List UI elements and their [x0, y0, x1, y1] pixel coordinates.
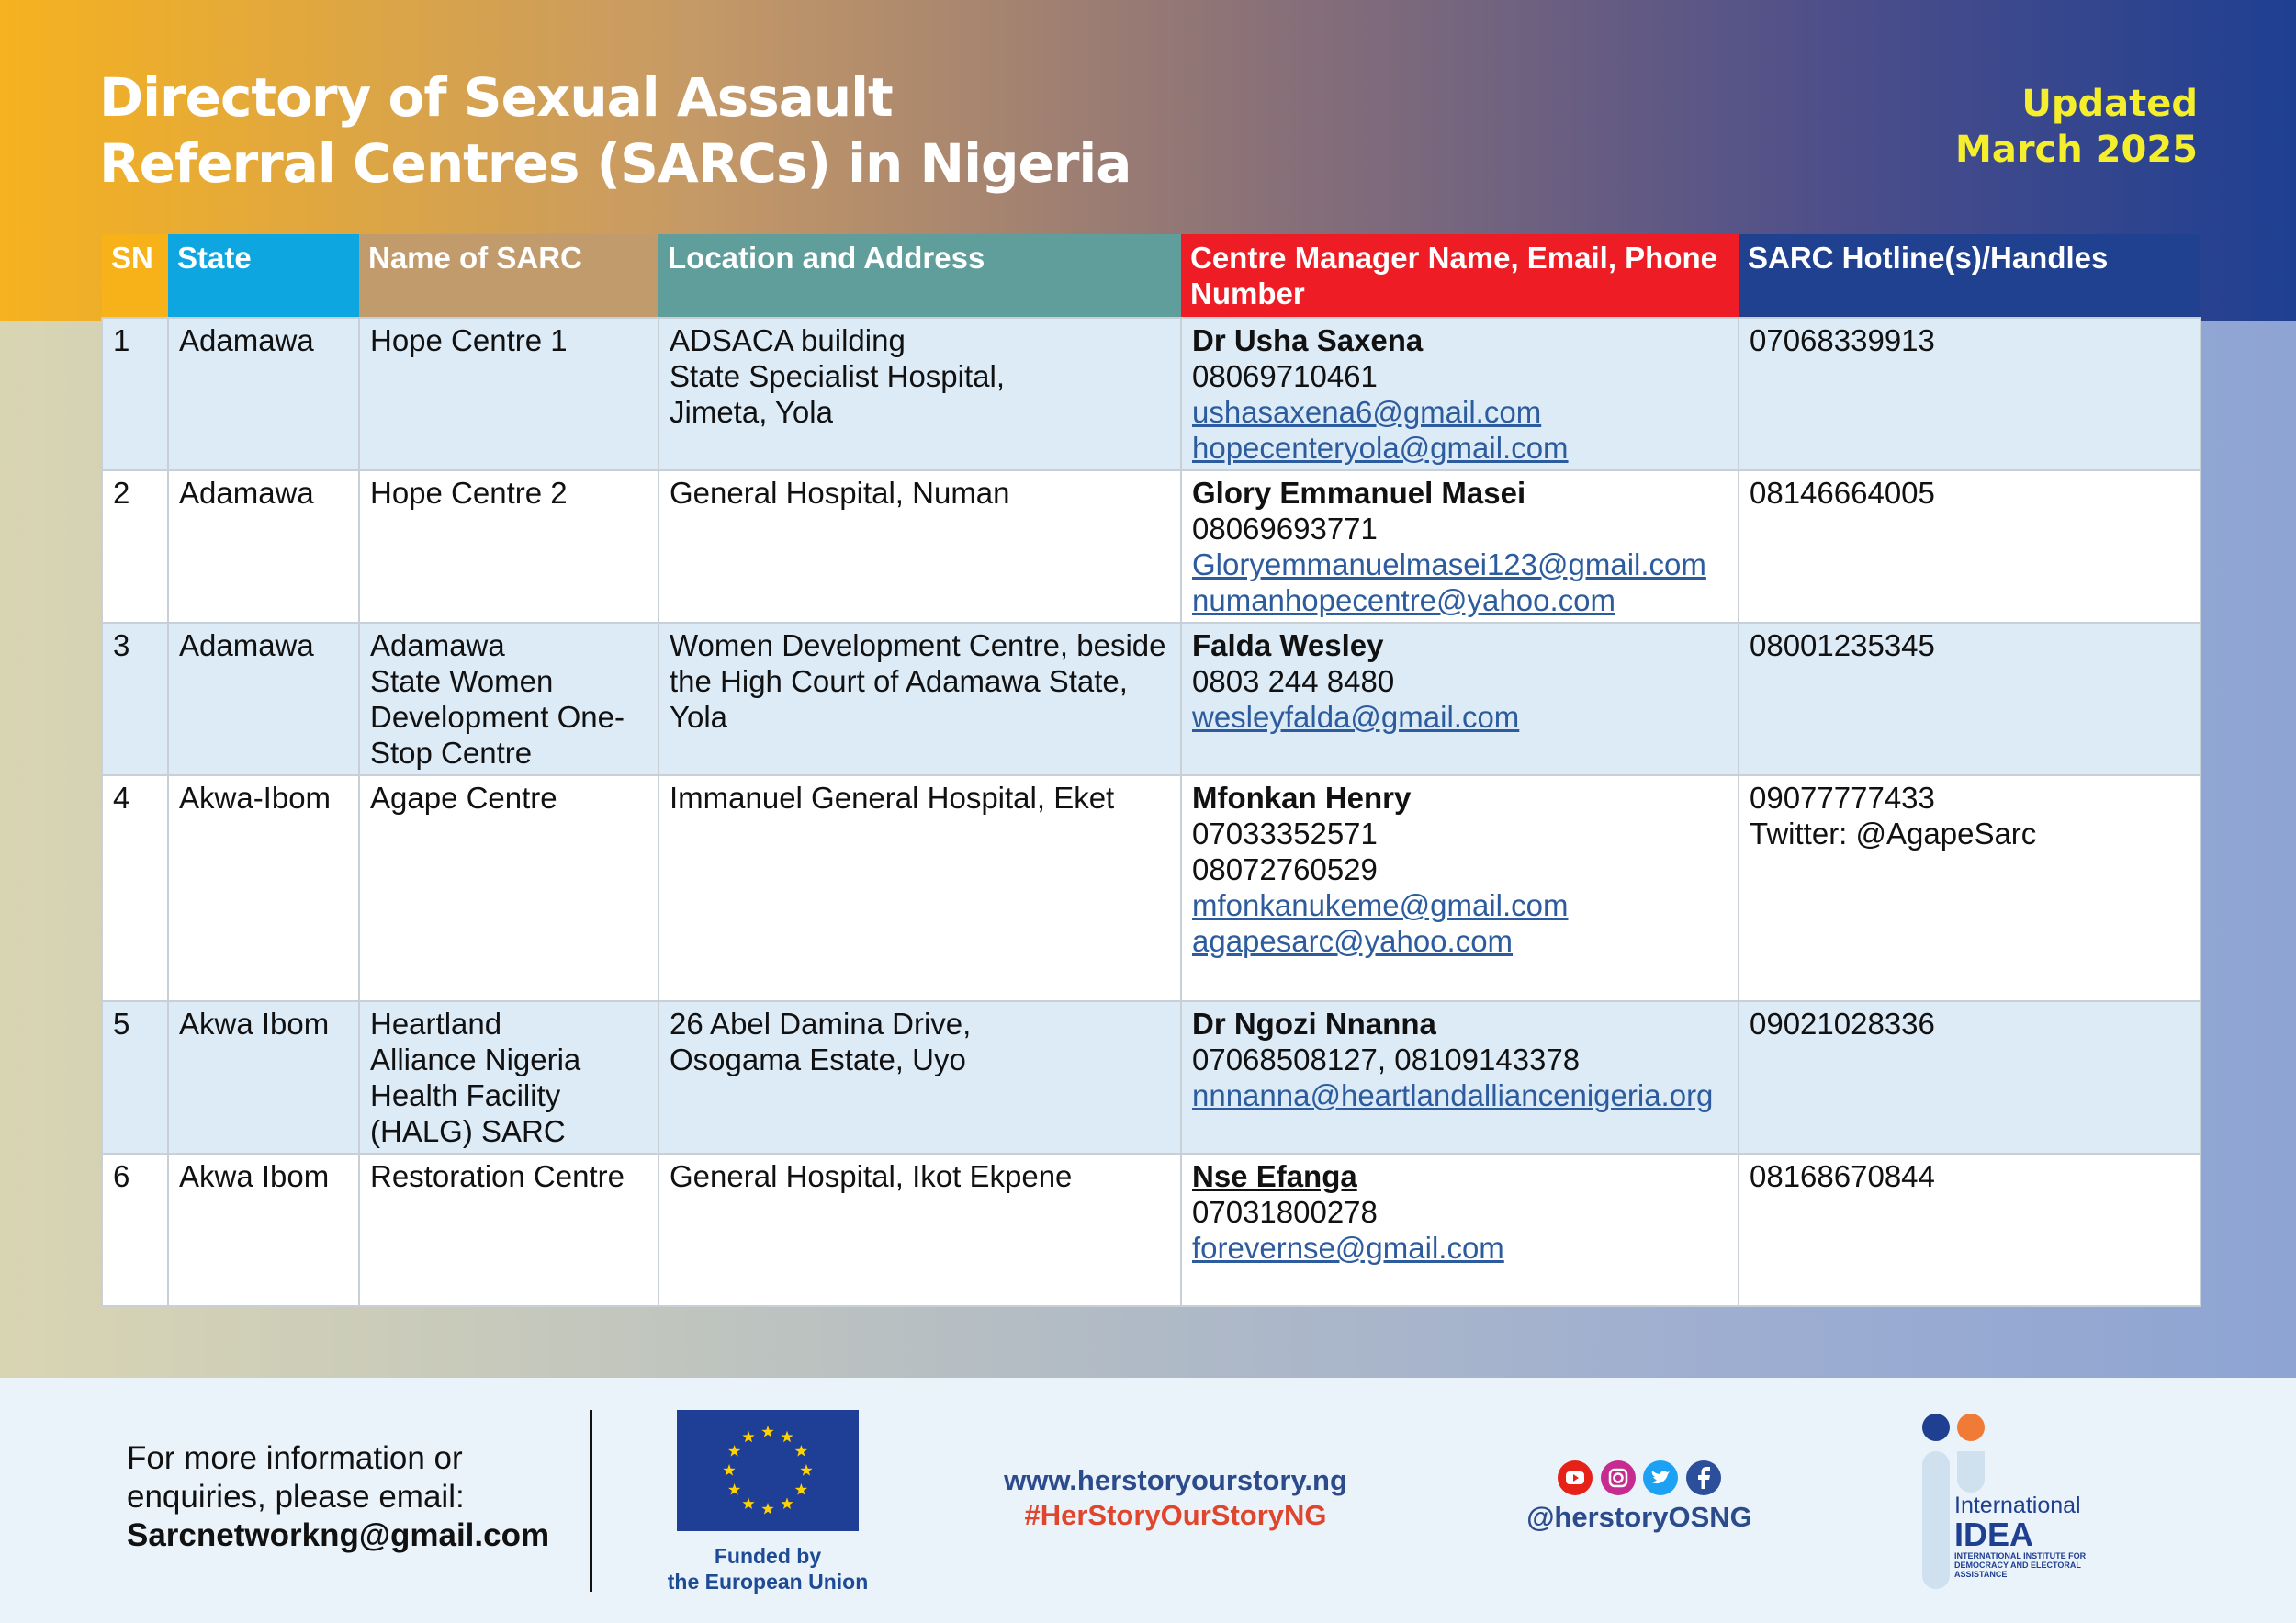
- cell-manager: [1181, 1154, 1739, 1306]
- idea-international: International: [1954, 1493, 2081, 1518]
- cell-location: [658, 775, 1181, 1001]
- youtube-icon[interactable]: [1558, 1460, 1593, 1495]
- instagram-icon[interactable]: [1601, 1460, 1636, 1495]
- sarc-directory-table: [101, 234, 2201, 1307]
- location-line: State Specialist Hospital,: [670, 359, 1006, 393]
- sarc-name-line: Stop Centre: [370, 736, 533, 770]
- hotline-entry: 07068339913: [1750, 323, 1935, 357]
- location-line: Jimeta, Yola: [670, 395, 833, 429]
- sarc-name-line: Adamawa: [370, 628, 505, 662]
- page-title-line-1: Directory of Sexual Assault: [99, 66, 893, 129]
- manager-email-link[interactable]: Gloryemmanuelmasei123@gmail.com: [1192, 547, 1706, 581]
- manager-email-link[interactable]: ushasaxena6@gmail.com: [1192, 395, 1542, 429]
- contact-email-link[interactable]: Sarcnetworkng@gmail.com: [127, 1517, 550, 1553]
- manager-phone: 08069710461: [1192, 359, 1378, 393]
- cell-sn: 5: [102, 1001, 168, 1154]
- sarc-name-line: Health Facility: [370, 1078, 561, 1112]
- cell-hotline: [1739, 1154, 2200, 1306]
- location-line: ADSACA building: [670, 323, 906, 357]
- hotline-entry: 09077777433: [1750, 781, 1935, 815]
- page-title-line-2: Referral Centres (SARCs) in Nigeria: [99, 132, 1131, 195]
- hashtag: #HerStoryOurStoryNG: [1024, 1499, 1327, 1531]
- column-header-hotline: SARC Hotline(s)/Handles: [1739, 234, 2200, 318]
- table-row: [102, 775, 2200, 1001]
- manager-phone: 07033352571: [1192, 817, 1378, 851]
- updated-month: March 2025: [1955, 129, 2198, 171]
- cell-hotline: [1739, 470, 2200, 623]
- updated-label: Updated: [2021, 83, 2198, 125]
- contact-line-2: enquiries, please email:: [127, 1479, 465, 1515]
- sarc-name-line: Alliance Nigeria: [370, 1043, 581, 1076]
- cell-state: Akwa-Ibom: [168, 775, 359, 1001]
- table-header-row: [102, 234, 2200, 318]
- social-block: [1506, 1460, 1773, 1536]
- cell-location: [658, 470, 1181, 623]
- manager-name: Dr Ngozi Nnanna: [1192, 1007, 1436, 1041]
- facebook-icon[interactable]: [1686, 1460, 1721, 1495]
- manager-name: Nse Efanga: [1192, 1159, 1357, 1193]
- social-handle[interactable]: @herstoryOSNG: [1526, 1501, 1752, 1533]
- sarc-name-line: Heartland: [370, 1007, 502, 1041]
- location-line: 26 Abel Damina Drive,: [670, 1007, 972, 1041]
- manager-phone: 0803 244 8480: [1192, 664, 1395, 698]
- footer-divider: [590, 1410, 592, 1592]
- cell-sarc-name: [359, 470, 658, 623]
- cell-location: [658, 1001, 1181, 1154]
- cell-state: Adamawa: [168, 623, 359, 775]
- hotline-entry: 09021028336: [1750, 1007, 1935, 1041]
- cell-sarc-name: [359, 623, 658, 775]
- hotline-entry: Twitter: @AgapeSarc: [1750, 817, 2037, 851]
- manager-phone: 07068508127, 08109143378: [1192, 1043, 1581, 1076]
- cell-manager: [1181, 775, 1739, 1001]
- sarc-name-line: (HALG) SARC: [370, 1114, 566, 1148]
- cell-state: Akwa Ibom: [168, 1001, 359, 1154]
- updated-date: [1955, 81, 2198, 173]
- location-line: Yola: [670, 700, 728, 734]
- cell-sn: 3: [102, 623, 168, 775]
- table-row: [102, 1001, 2200, 1154]
- manager-phone: 08069693771: [1192, 512, 1378, 546]
- cell-manager: [1181, 623, 1739, 775]
- cell-sarc-name: [359, 1001, 658, 1154]
- location-line: Women Development Centre, beside: [670, 628, 1166, 662]
- location-line: the High Court of Adamawa State,: [670, 664, 1128, 698]
- idea-logo-text: [1954, 1493, 2092, 1579]
- hotline-entry: 08001235345: [1750, 628, 1935, 662]
- cell-sn: 4: [102, 775, 168, 1001]
- manager-email-link[interactable]: numanhopecentre@yahoo.com: [1192, 583, 1615, 617]
- hotline-entry: 08168670844: [1750, 1159, 1935, 1193]
- table-row: [102, 623, 2200, 775]
- twitter-icon[interactable]: [1643, 1460, 1678, 1495]
- eu-flag-icon: [677, 1410, 859, 1531]
- website-link[interactable]: www.herstoryourstory.ng: [1004, 1464, 1347, 1496]
- cell-manager: [1181, 318, 1739, 470]
- contact-info: [127, 1439, 549, 1555]
- page-title: [99, 64, 1131, 197]
- cell-state: Adamawa: [168, 318, 359, 470]
- cell-hotline: [1739, 775, 2200, 1001]
- manager-phone: 07031800278: [1192, 1195, 1378, 1229]
- cell-sarc-name: [359, 775, 658, 1001]
- sarc-name-line: Restoration Centre: [370, 1159, 625, 1193]
- location-line: General Hospital, Ikot Ekpene: [670, 1159, 1073, 1193]
- manager-email-link[interactable]: forevernse@gmail.com: [1192, 1231, 1504, 1265]
- manager-name: Dr Usha Saxena: [1192, 323, 1424, 357]
- column-header-name: Name of SARC: [359, 234, 658, 318]
- cell-state: Adamawa: [168, 470, 359, 623]
- table-row: [102, 1154, 2200, 1306]
- eu-funded-by: Funded by: [714, 1544, 822, 1568]
- cell-sn: 6: [102, 1154, 168, 1306]
- location-line: General Hospital, Numan: [670, 476, 1010, 510]
- cell-state: Akwa Ibom: [168, 1154, 359, 1306]
- location-line: Osogama Estate, Uyo: [670, 1043, 966, 1076]
- table-row: [102, 318, 2200, 470]
- contact-line-1: For more information or: [127, 1440, 463, 1476]
- manager-email-link[interactable]: nnnanna@heartlandalliancenigeria.org: [1192, 1078, 1714, 1112]
- manager-name: Falda Wesley: [1192, 628, 1384, 662]
- manager-name: Glory Emmanuel Masei: [1192, 476, 1526, 510]
- manager-email-link[interactable]: wesleyfalda@gmail.com: [1192, 700, 1520, 734]
- manager-email-link[interactable]: hopecenteryola@gmail.com: [1192, 431, 1569, 465]
- manager-email-link[interactable]: agapesarc@yahoo.com: [1192, 924, 1514, 958]
- eu-name: the European Union: [667, 1570, 869, 1594]
- cell-hotline: [1739, 1001, 2200, 1154]
- column-header-location: Location and Address: [658, 234, 1181, 318]
- column-header-state: State: [168, 234, 359, 318]
- social-icons: [1506, 1460, 1773, 1499]
- cell-sn: 1: [102, 318, 168, 470]
- column-header-manager: Centre Manager Name, Email, Phone Number: [1181, 234, 1739, 318]
- cell-sarc-name: [359, 1154, 658, 1306]
- website-block: [946, 1463, 1405, 1533]
- cell-manager: [1181, 1001, 1739, 1154]
- cell-sn: 2: [102, 470, 168, 623]
- cell-location: [658, 1154, 1181, 1306]
- manager-phone: 08072760529: [1192, 852, 1378, 886]
- location-line: Immanuel General Hospital, Eket: [670, 781, 1115, 815]
- cell-hotline: [1739, 318, 2200, 470]
- cell-manager: [1181, 470, 1739, 623]
- eu-funding-credit: [643, 1543, 893, 1595]
- table-row: [102, 470, 2200, 623]
- sarc-name-line: Agape Centre: [370, 781, 557, 815]
- sarc-name-line: State Women: [370, 664, 554, 698]
- column-header-sn: SN: [102, 234, 168, 318]
- sarc-name-line: Hope Centre 2: [370, 476, 568, 510]
- manager-name: Mfonkan Henry: [1192, 781, 1412, 815]
- cell-location: [658, 318, 1181, 470]
- cell-sarc-name: [359, 318, 658, 470]
- manager-email-link[interactable]: mfonkanukeme@gmail.com: [1192, 888, 1569, 922]
- idea-acronym: IDEA: [1954, 1516, 2034, 1553]
- hotline-entry: 08146664005: [1750, 476, 1935, 510]
- sarc-name-line: Development One-: [370, 700, 625, 734]
- table-body: [102, 318, 2200, 1306]
- cell-hotline: [1739, 623, 2200, 775]
- idea-full-name: INTERNATIONAL INSTITUTE FOR DEMOCRACY AND ELECTORAL ASSISTANCE: [1954, 1551, 2087, 1579]
- sarc-name-line: Hope Centre 1: [370, 323, 568, 357]
- cell-location: [658, 623, 1181, 775]
